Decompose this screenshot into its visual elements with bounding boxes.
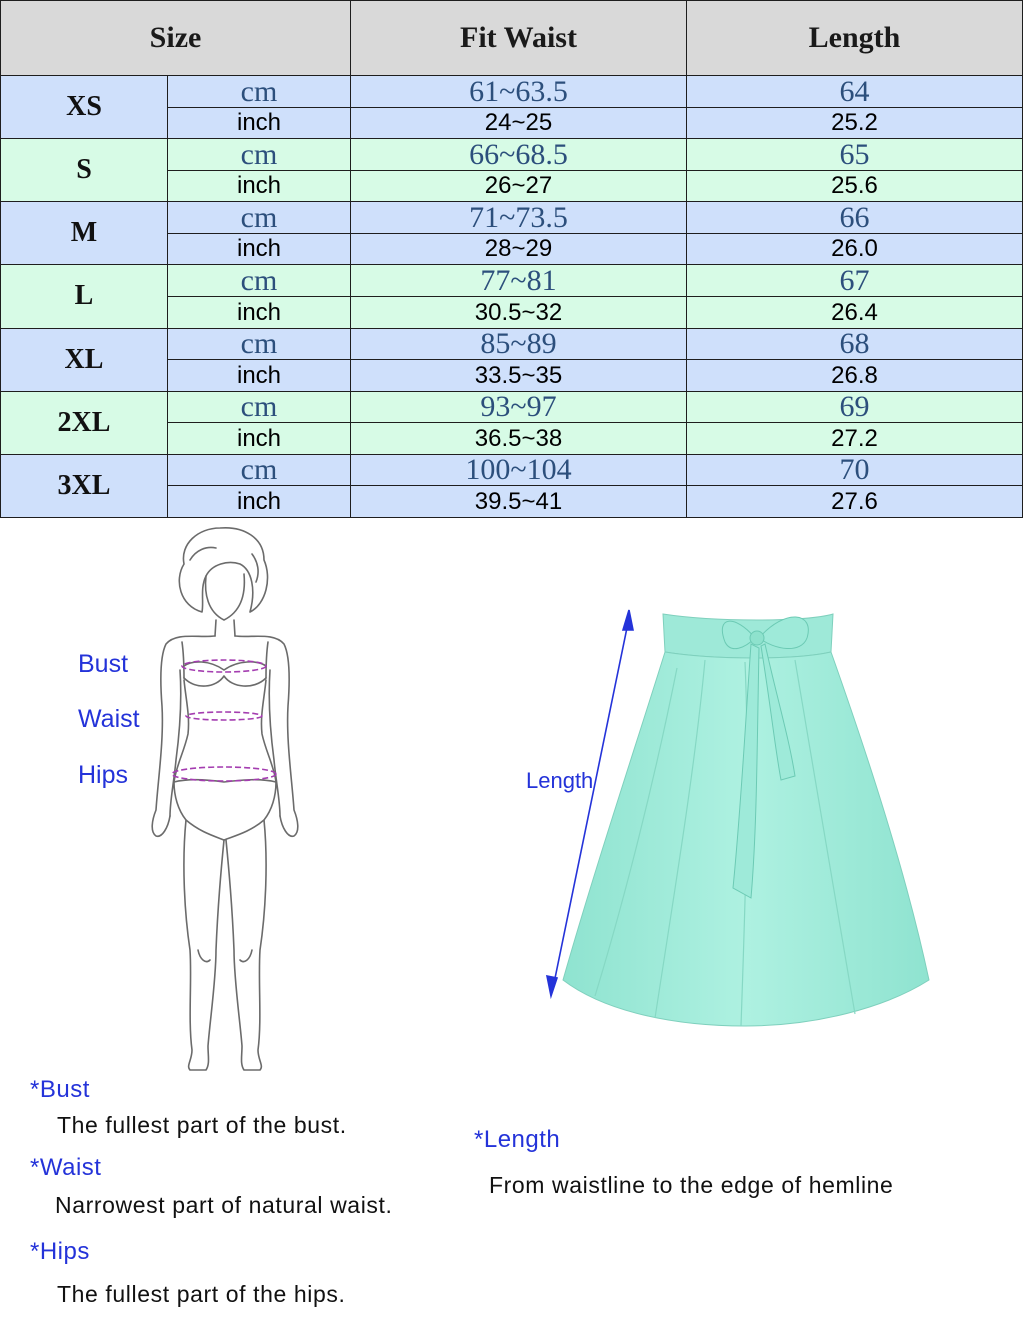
length-cm-cell: 68 bbox=[687, 328, 1023, 360]
waist-inch-cell: 24~25 bbox=[351, 107, 687, 139]
table-row-cm bbox=[1, 202, 1023, 234]
face-outline bbox=[206, 574, 245, 620]
waist-inch-cell: 33.5~35 bbox=[351, 360, 687, 392]
waist-cm-cell: 66~68.5 bbox=[351, 139, 687, 171]
waist-cm-cell: 85~89 bbox=[351, 328, 687, 360]
length-cm-cell: 66 bbox=[687, 202, 1023, 234]
unit-cm-cell: cm bbox=[168, 328, 351, 360]
unit-inch-cell: inch bbox=[168, 423, 351, 455]
length-label: Length bbox=[526, 768, 594, 793]
waist-cm-cell: 93~97 bbox=[351, 391, 687, 423]
waist-inch-cell: 28~29 bbox=[351, 233, 687, 265]
unit-cm-cell: cm bbox=[168, 76, 351, 108]
table-row-cm bbox=[1, 328, 1023, 360]
length-arrow-head-top bbox=[623, 610, 633, 630]
bust-definition: The fullest part of the bust. bbox=[57, 1112, 347, 1138]
size-cell: XS bbox=[1, 76, 168, 139]
unit-cm-cell: cm bbox=[168, 139, 351, 171]
table-row-cm bbox=[1, 76, 1023, 108]
waist-inch-cell: 36.5~38 bbox=[351, 423, 687, 455]
waist-definition: Narrowest part of natural waist. bbox=[55, 1192, 393, 1218]
unit-cm-cell: cm bbox=[168, 454, 351, 486]
body-measurement-figure bbox=[140, 520, 310, 1075]
table-row-cm bbox=[1, 265, 1023, 297]
length-inch-cell: 25.2 bbox=[687, 107, 1023, 139]
size-cell: 3XL bbox=[1, 454, 168, 517]
length-inch-cell: 26.0 bbox=[687, 233, 1023, 265]
size-cell: 2XL bbox=[1, 391, 168, 454]
waist-measure-line bbox=[186, 712, 262, 720]
size-cell: S bbox=[1, 139, 168, 202]
table-row-cm bbox=[1, 454, 1023, 486]
length-inch-cell: 27.6 bbox=[687, 486, 1023, 518]
length-cm-cell: 69 bbox=[687, 391, 1023, 423]
hips-measure-line bbox=[172, 767, 276, 781]
length-cm-cell: 64 bbox=[687, 76, 1023, 108]
table-row-cm bbox=[1, 139, 1023, 171]
waist-cm-cell: 61~63.5 bbox=[351, 76, 687, 108]
length-cm-cell: 70 bbox=[687, 454, 1023, 486]
length-inch-cell: 26.8 bbox=[687, 360, 1023, 392]
table-row-cm bbox=[1, 391, 1023, 423]
length-inch-cell: 27.2 bbox=[687, 423, 1023, 455]
unit-inch-cell: inch bbox=[168, 170, 351, 202]
unit-cm-cell: cm bbox=[168, 391, 351, 423]
size-chart-table bbox=[0, 0, 1023, 518]
unit-inch-cell: inch bbox=[168, 107, 351, 139]
waist-cm-cell: 77~81 bbox=[351, 265, 687, 297]
length-cm-cell: 67 bbox=[687, 265, 1023, 297]
hips-label: Hips bbox=[78, 761, 129, 789]
unit-inch-cell: inch bbox=[168, 296, 351, 328]
header-fit-waist: Fit Waist bbox=[351, 1, 687, 76]
length-definition: From waistline to the edge of hemline bbox=[489, 1172, 894, 1198]
header-length: Length bbox=[687, 1, 1023, 76]
header-size: Size bbox=[1, 1, 351, 76]
length-arrow-head-bottom bbox=[547, 976, 557, 996]
length-inch-cell: 25.6 bbox=[687, 170, 1023, 202]
skirt-illustration bbox=[545, 608, 935, 1028]
size-cell: XL bbox=[1, 328, 168, 391]
hair-outline bbox=[179, 528, 267, 612]
hips-term: *Hips bbox=[30, 1238, 90, 1265]
unit-inch-cell: inch bbox=[168, 233, 351, 265]
unit-cm-cell: cm bbox=[168, 202, 351, 234]
waist-inch-cell: 30.5~32 bbox=[351, 296, 687, 328]
unit-cm-cell: cm bbox=[168, 265, 351, 297]
waist-inch-cell: 39.5~41 bbox=[351, 486, 687, 518]
table-header-row bbox=[1, 1, 1023, 76]
size-cell: M bbox=[1, 202, 168, 265]
bust-term: *Bust bbox=[30, 1076, 90, 1103]
unit-inch-cell: inch bbox=[168, 360, 351, 392]
bust-label: Bust bbox=[78, 650, 129, 678]
length-cm-cell: 65 bbox=[687, 139, 1023, 171]
waist-inch-cell: 26~27 bbox=[351, 170, 687, 202]
size-cell: L bbox=[1, 265, 168, 328]
waist-cm-cell: 71~73.5 bbox=[351, 202, 687, 234]
hips-definition: The fullest part of the hips. bbox=[57, 1281, 346, 1307]
table-body bbox=[1, 76, 1023, 518]
unit-inch-cell: inch bbox=[168, 486, 351, 518]
waist-cm-cell: 100~104 bbox=[351, 454, 687, 486]
length-inch-cell: 26.4 bbox=[687, 296, 1023, 328]
length-term: *Length bbox=[474, 1126, 561, 1153]
waist-term: *Waist bbox=[30, 1154, 102, 1181]
waist-label: Waist bbox=[78, 705, 140, 733]
